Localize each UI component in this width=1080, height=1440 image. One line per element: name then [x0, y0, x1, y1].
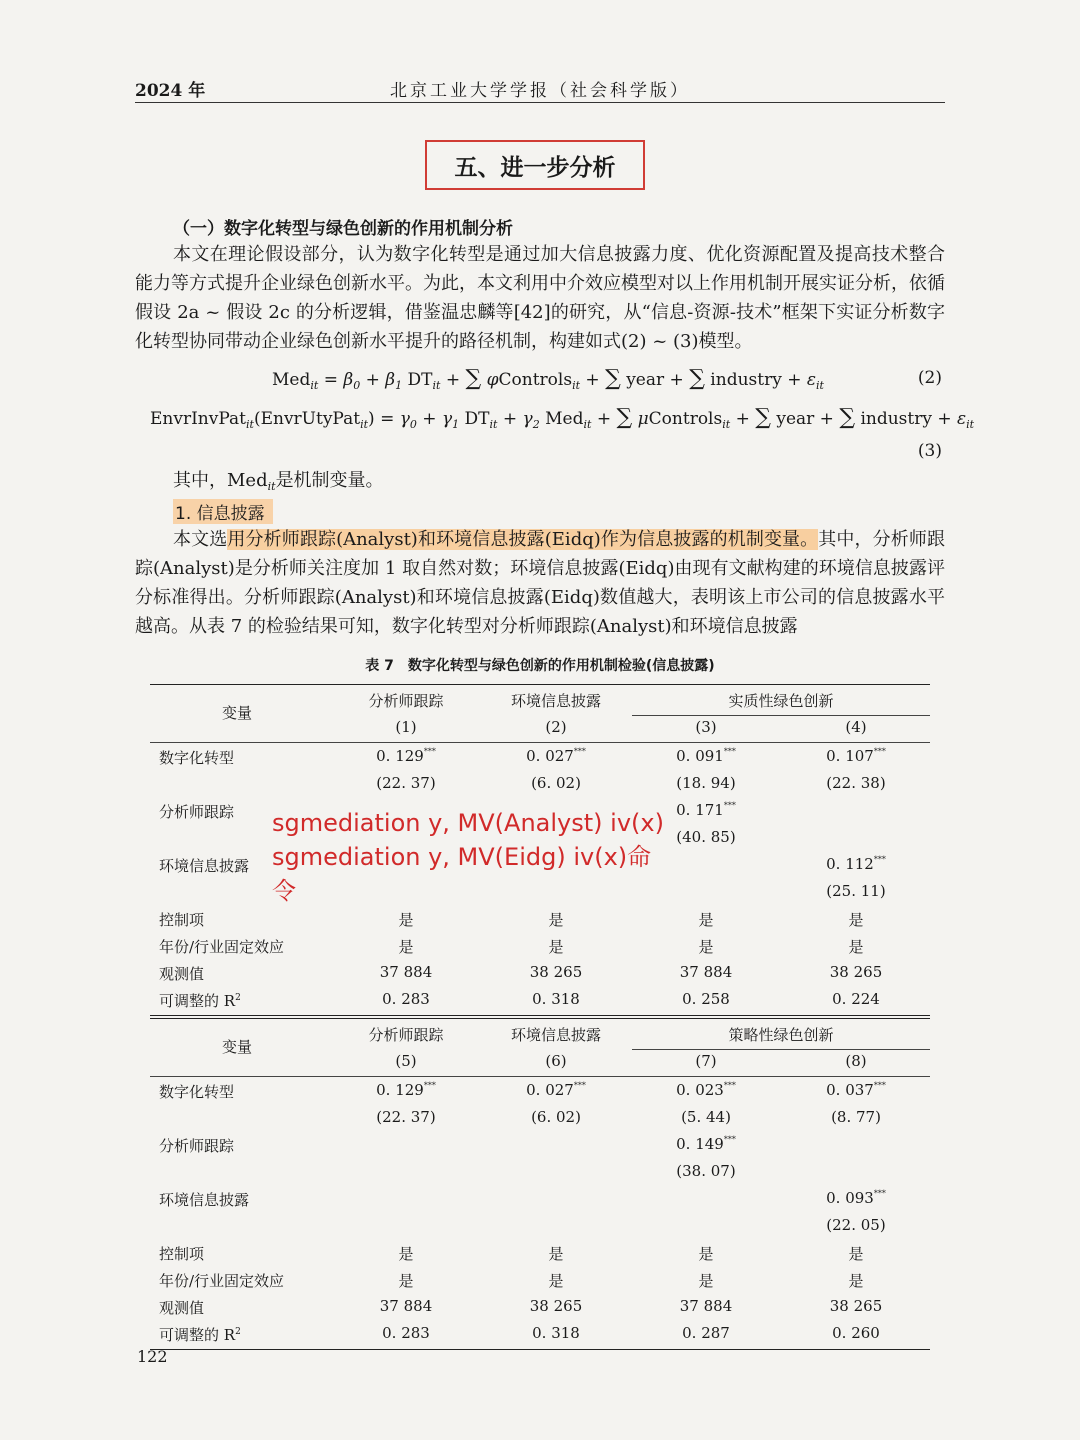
panel1-row-label: 可调整的 $R^2$	[159, 992, 241, 1010]
panel2-group-3: 策略性绿色创新	[728, 1026, 834, 1044]
panel2-cell: 是	[698, 1245, 714, 1263]
significance-stars: ***	[723, 801, 736, 810]
section-title	[425, 140, 645, 190]
panel1-top-rule	[150, 684, 930, 685]
panel1-cell: (40. 85)	[676, 828, 736, 846]
info-paragraph	[135, 525, 945, 641]
intro-paragraph: 本文在理论假设部分，认为数字化转型是通过加大信息披露力度、优化资源配置及提高技术整合能力等方式提升企业绿色创新水平。为此，本文利用中介效应模型对以上作用机制开展实证分析，依循假设 2a ~ 假设 2c 的分析逻辑，借鉴温忠麟等[42]的研究，从“信息-资源-技术”框架下实证分析数字化转型协同带动企业绿色创新水平提升的路径机制，构建如式(2) ~ (3)模型。	[135, 244, 945, 352]
significance-stars: ***	[873, 855, 886, 864]
panel2-row-label: 可调整的 $R^2$	[159, 1326, 241, 1344]
panel2-cell: 0. 129***	[376, 1081, 436, 1099]
panel1-cell: (25. 11)	[826, 882, 886, 900]
panel2-col-4: (8)	[845, 1052, 867, 1070]
significance-stars: ***	[873, 747, 886, 756]
panel2-col-3: (7)	[695, 1052, 717, 1070]
where-text: 是机制变量。	[275, 470, 384, 491]
panel2-cell: 是	[698, 1272, 714, 1290]
panel1-row-label: 分析师跟踪	[159, 803, 235, 821]
panel2-var-header: 变量	[222, 1038, 253, 1056]
panel2-row-label: 年份/行业固定效应	[159, 1272, 285, 1290]
panel2-cell: (5. 44)	[681, 1108, 731, 1126]
panel1-cell: 0. 258	[682, 990, 730, 1008]
item1-heading: 1. 信息披露	[173, 499, 273, 524]
panel1-col-2: (2)	[545, 718, 567, 736]
panel2-cell: 37 884	[379, 1297, 433, 1315]
significance-stars: ***	[573, 747, 586, 756]
panel2-cell: 0. 093***	[826, 1189, 886, 1207]
panel1-cell: 37 884	[679, 963, 733, 981]
panel1-cell: 是	[848, 911, 864, 929]
info-lead: 本文选	[173, 529, 228, 550]
panel1-row-label: 年份/行业固定效应	[159, 938, 285, 956]
overlay-line: sgmediation y, MV(Analyst) iv(x)	[272, 809, 664, 837]
panel2-cell: (22. 05)	[826, 1216, 886, 1234]
panel1-cell: 38 265	[529, 963, 583, 981]
panel2-col-1: (5)	[395, 1052, 417, 1070]
panel1-group-3: 实质性绿色创新	[728, 692, 834, 710]
significance-stars: ***	[723, 1081, 736, 1090]
panel2-cell: 0. 027***	[526, 1081, 586, 1099]
equation-3: EnvrInvPat$_{it}$(EnvrUtyPat$_{it}$) = $\gamma_0 + \gamma_1$ $DT_{it} + \gamma_2$ Med$_{it}$ + ∑ μControls$_{it}$ + ∑ year + ∑ industry + $\varepsilon_{it}$	[150, 405, 975, 431]
panel2-group-2: 环境信息披露	[510, 1026, 602, 1044]
panel2-cell: 是	[548, 1272, 564, 1290]
panel2-cell: 0. 287	[682, 1324, 730, 1342]
panel1-group-underline	[632, 715, 930, 716]
panel1-cell: 是	[698, 938, 714, 956]
panel2-col-2: (6)	[545, 1052, 567, 1070]
equation-3-number: (3)	[917, 441, 942, 461]
panel1-cell: 0. 091***	[676, 747, 736, 765]
panel2-cell: 0. 318	[532, 1324, 580, 1342]
panel1-cell: 37 884	[379, 963, 433, 981]
panel-divider-rule	[150, 1015, 930, 1016]
panel1-cell: 0. 129***	[376, 747, 436, 765]
panel2-cell: 0. 260	[832, 1324, 880, 1342]
panel1-cell: (22. 38)	[826, 774, 886, 792]
overlay-line: sgmediation y, MV(Eidg) iv(x)命	[272, 843, 652, 871]
panel2-cell: (38. 07)	[676, 1162, 736, 1180]
equation-2: $Med_{it} = \beta_0 + \beta_1$ $DT_{it}$ + ∑ φControls$_{it}$ + ∑ year + ∑ industry + $\varepsilon_{it}$	[272, 366, 824, 392]
subsection-title: （一）数字化转型与绿色创新的作用机制分析	[173, 219, 513, 239]
info-rest: 其中，分析师跟踪(Analyst)是分析师关注度加 1 取自然对数；环境信息披露(Eidq)由现有文献构建的环境信息披露评分标准得出。分析师跟踪(Analyst)和环境信息披露(Eidq)数值越大，表明该上市公司的信息披露水平越高。从表 7 的检验结果可知，数字化转型对分析师跟踪(Analyst)和环境信息披露	[135, 529, 946, 637]
panel1-cell: 是	[398, 938, 414, 956]
superscript: 2	[235, 993, 241, 1003]
panel2-cell: 0. 283	[382, 1324, 430, 1342]
panel1-cell: (18. 94)	[676, 774, 736, 792]
header-journal: 北京工业大学学报（社会科学版）	[390, 81, 690, 101]
panel2-cell: 是	[548, 1245, 564, 1263]
table-bottom-rule	[150, 1349, 930, 1350]
panel1-row-label: 环境信息披露	[159, 857, 250, 875]
panel1-cell: 0. 112***	[826, 855, 886, 873]
panel2-cell: 是	[848, 1272, 864, 1290]
panel2-group-1: 分析师跟踪	[368, 1026, 444, 1044]
panel2-cell: (22. 37)	[376, 1108, 436, 1126]
significance-stars: ***	[423, 1081, 436, 1090]
superscript: 2	[235, 1327, 241, 1337]
significance-stars: ***	[423, 747, 436, 756]
panel1-cell: 0. 171***	[676, 801, 736, 819]
panel2-row-label: 分析师跟踪	[159, 1137, 235, 1155]
panel1-cell: (6. 02)	[531, 774, 581, 792]
panel1-group-1: 分析师跟踪	[368, 692, 444, 710]
significance-stars: ***	[873, 1189, 886, 1198]
panel1-cell: 0. 027***	[526, 747, 586, 765]
panel2-header-rule	[150, 1076, 930, 1077]
overlay-line: 令	[272, 877, 296, 905]
panel1-cell: 是	[548, 911, 564, 929]
panel2-cell: 37 884	[679, 1297, 733, 1315]
panel2-cell: 是	[398, 1245, 414, 1263]
panel1-cell: 0. 107***	[826, 747, 886, 765]
table-caption: 表 7 数字化转型与绿色创新的作用机制检验(信息披露)	[365, 658, 715, 674]
panel2-cell: 38 265	[829, 1297, 883, 1315]
panel1-cell: 是	[698, 911, 714, 929]
panel2-cell: (6. 02)	[531, 1108, 581, 1126]
section-title-text: 五、进一步分析	[454, 154, 616, 181]
panel1-cell: 38 265	[829, 963, 883, 981]
panel1-cell: 0. 318	[532, 990, 580, 1008]
panel2-cell: (8. 77)	[831, 1108, 881, 1126]
panel1-cell: 0. 224	[832, 990, 880, 1008]
panel2-row-label: 环境信息披露	[159, 1191, 250, 1209]
panel1-row-label: 数字化转型	[159, 749, 235, 767]
panel1-cell: (22. 37)	[376, 774, 436, 792]
page-number: 122	[137, 1347, 168, 1366]
where-prefix: 其中，	[173, 470, 227, 491]
panel1-cell: 是	[848, 938, 864, 956]
info-highlight: 用分析师跟踪(Analyst)和环境信息披露(Eidq)作为信息披露的机制变量。	[227, 529, 819, 550]
header-year: 2024 年	[135, 81, 206, 101]
where-line: 其中，Med$_{it}$是机制变量。	[173, 470, 384, 493]
panel2-cell: 是	[848, 1245, 864, 1263]
panel1-cell: 是	[548, 938, 564, 956]
panel2-cell: 0. 149***	[676, 1135, 736, 1153]
panel2-top-rule	[150, 1018, 930, 1019]
panel2-cell: 是	[398, 1272, 414, 1290]
panel1-row-label: 控制项	[159, 911, 205, 929]
panel1-col-1: (1)	[395, 718, 417, 736]
panel2-group-underline	[632, 1049, 930, 1050]
panel1-col-3: (3)	[695, 718, 717, 736]
panel2-cell: 38 265	[529, 1297, 583, 1315]
equation-2-number: (2)	[917, 368, 942, 388]
panel1-group-2: 环境信息披露	[510, 692, 602, 710]
panel2-row-label: 数字化转型	[159, 1083, 235, 1101]
significance-stars: ***	[723, 1135, 736, 1144]
significance-stars: ***	[573, 1081, 586, 1090]
panel1-cell: 是	[398, 911, 414, 929]
panel2-row-label: 控制项	[159, 1245, 205, 1263]
significance-stars: ***	[873, 1081, 886, 1090]
significance-stars: ***	[723, 747, 736, 756]
panel1-row-label: 观测值	[159, 965, 205, 983]
panel1-header-rule	[150, 742, 930, 743]
header-rule	[135, 102, 945, 103]
panel2-row-label: 观测值	[159, 1299, 205, 1317]
panel1-cell: 0. 283	[382, 990, 430, 1008]
panel1-col-4: (4)	[845, 718, 867, 736]
panel1-var-header: 变量	[222, 704, 253, 722]
panel2-cell: 0. 037***	[826, 1081, 886, 1099]
panel2-cell: 0. 023***	[676, 1081, 736, 1099]
